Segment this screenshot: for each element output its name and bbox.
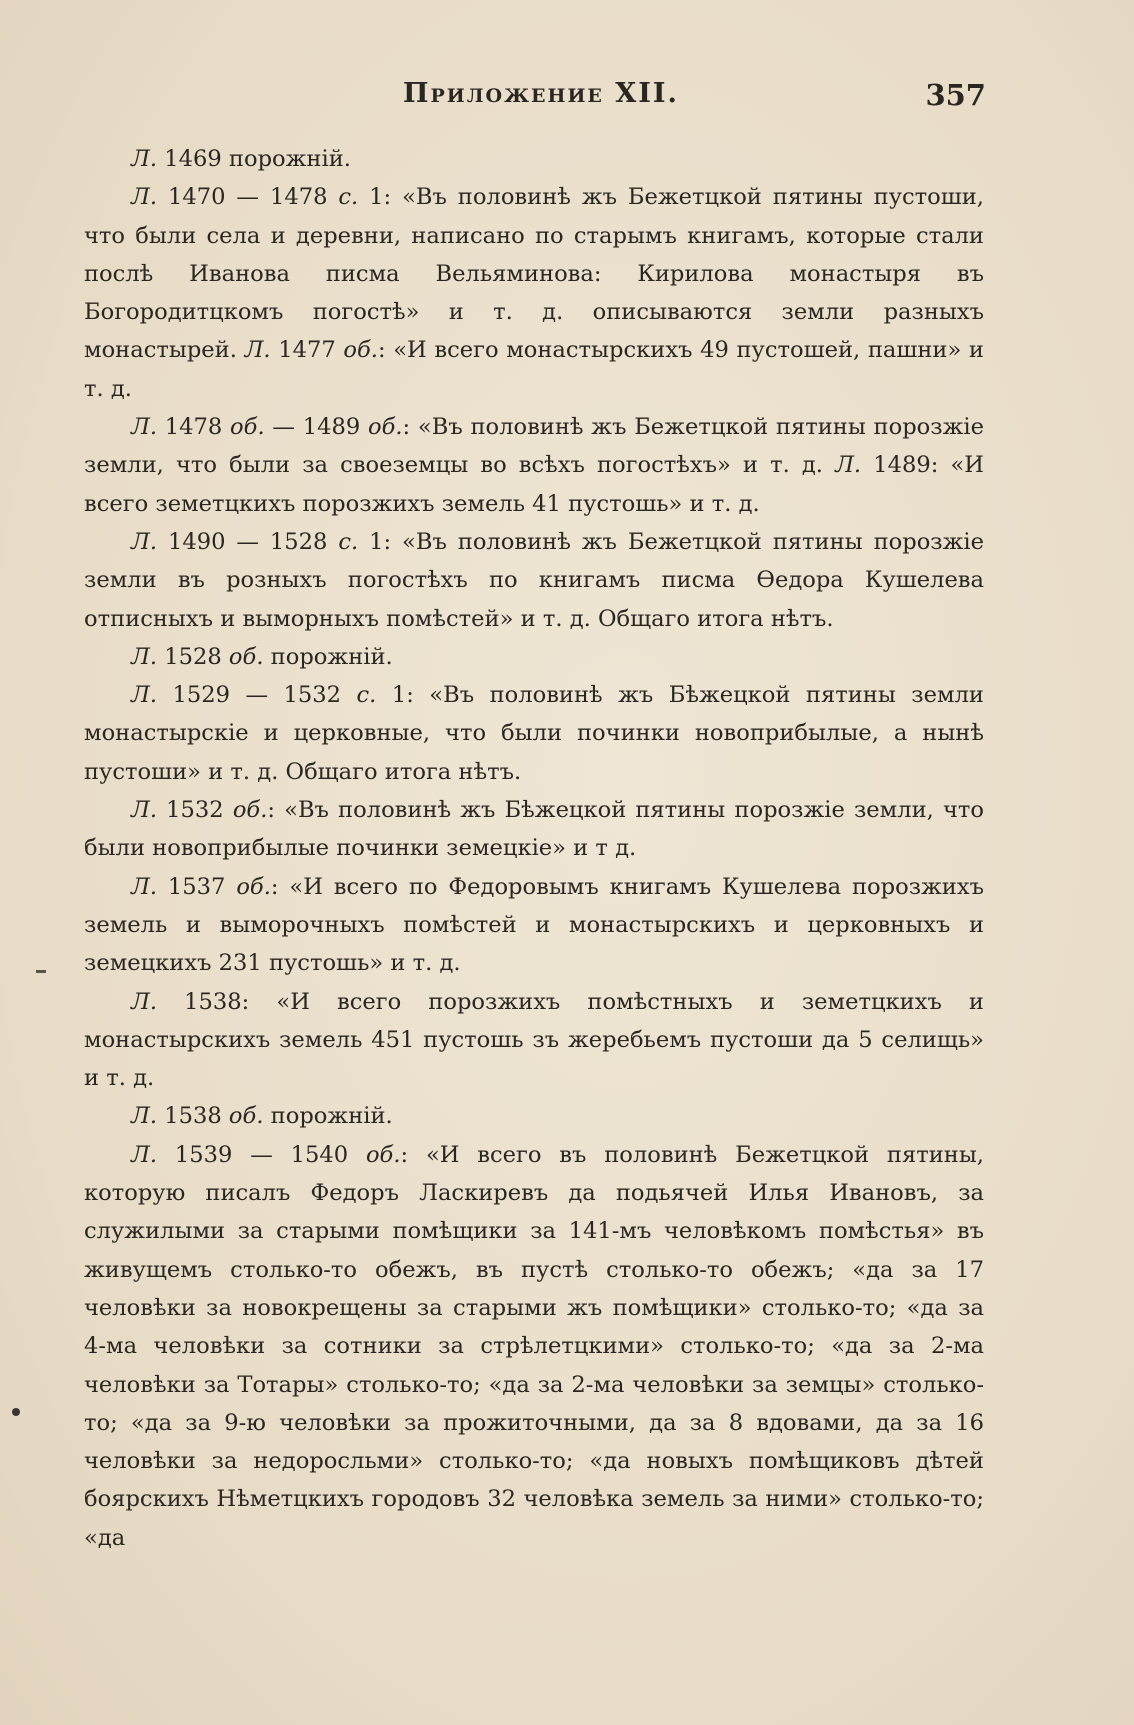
text-run: 1470 — 1478 — [157, 184, 339, 211]
paragraph — [84, 676, 984, 791]
text-run: 1538 — [157, 1103, 229, 1130]
text-run: 1529 — 1532 — [157, 682, 357, 709]
paragraph — [84, 408, 984, 523]
text-run: 1528 — [157, 643, 229, 670]
paragraph — [84, 983, 984, 1098]
section-title: Приложение XII. — [403, 78, 679, 109]
text-run: 1490 — 1528 — [157, 528, 339, 555]
italic-text: об. — [228, 1103, 264, 1130]
text-run: 1539 — 1540 — [157, 1141, 366, 1168]
text-run: 1537 — [157, 873, 237, 900]
text-run: 1: «Въ половинѣ жъ Бежетцкой пятины пустоши, что были села и деревни, написано по старымъ книгамъ, которые стали послѣ Иванова писма Вельяминова: Кирилова монастыря въ Богородитцкомъ погостѣ» и т. д. описываются земли разныхъ монастырей. — [84, 184, 984, 364]
text-run: 1489: «И всего земетцкихъ порозжихъ земель 41 пустошь» и т. д. — [84, 452, 984, 517]
italic-text: Л. — [244, 337, 271, 364]
paragraph — [84, 868, 984, 983]
italic-text: Л. — [835, 452, 862, 479]
italic-text: Л. — [131, 184, 158, 211]
text-run: 1: «Въ половинѣ жъ Бежетцкой пятины порозжіе земли въ розныхъ погостѣхъ по книгамъ писма Ѳедора Кушелева отписныхъ и выморныхъ помѣстей» и т. д. Общаго итога нѣтъ. — [84, 528, 984, 632]
italic-text: с. — [338, 528, 359, 555]
italic-text: об. — [230, 414, 265, 441]
ink-dot-mark — [12, 1408, 20, 1416]
paragraph — [84, 791, 984, 868]
italic-text: Л. — [131, 528, 158, 555]
paragraph — [84, 1097, 984, 1135]
page-number: 357 — [925, 78, 986, 112]
text-run: : «Въ половинѣ жъ Бежетцкой пятины порозжіе земли, что были за своеземцы во всѣхъ погостѣхъ» и т. д. — [84, 414, 984, 479]
italic-text: Л. — [131, 1141, 158, 1168]
running-head — [0, 78, 1134, 118]
paragraph — [84, 1136, 984, 1557]
paragraph — [84, 638, 984, 676]
italic-text: об. — [228, 643, 264, 670]
text-run: 1478 — [157, 414, 231, 441]
page-body — [84, 140, 984, 1557]
italic-text: с. — [338, 184, 359, 211]
italic-text: Л. — [131, 643, 158, 670]
text-run: : «И всего по Федоровымъ книгамъ Кушелева порозжихъ земель и выморочныхъ помѣстей и монастырскихъ и церковныхъ и земецкихъ 231 пустошь» и т. д. — [84, 873, 984, 977]
italic-text: об. — [343, 337, 378, 364]
italic-text: об. — [236, 873, 271, 900]
text-run: 1538: «И всего порозжихъ помѣстныхъ и земетцкихъ и монастырскихъ земель 451 пустошь зъ жеребьемъ пустоши да 5 селищь» и т. д. — [84, 988, 984, 1092]
italic-text: об. — [365, 1141, 401, 1168]
italic-text: Л. — [131, 988, 158, 1015]
paragraph — [84, 178, 984, 408]
ink-dash-mark — [36, 970, 46, 973]
text-run: : «И всего въ половинѣ Бежетцкой пятины, которую писалъ Федоръ Ласкиревъ да подьячей Илья Ивановъ, за служилыми за старыми помѣщики за 141-мъ человѣкомъ помѣстья» въ живущемъ столько-то обежъ, въ пустѣ столько-то обежъ; «да за 17 человѣки за новокрещены за старыми жъ помѣщики» столько-то; «да за 4-ма человѣки за сотники за стрѣлетцкими» столько-то; «да за 2-ма человѣки за Тотары» столько-то; «да за 2-ма человѣки за земцы» столько-то; «да за 9-ю человѣки за прожиточными, да за 8 вдовами, да за 16 человѣки за недоросльми» столько-то; «да новыхъ помѣщиковъ дѣтей боярскихъ Нѣметцкихъ городовъ 32 человѣка земель за ними» столько-то; «да — [84, 1141, 984, 1551]
paragraph — [84, 523, 984, 638]
text-run: : «Въ половинѣ жъ Бѣжецкой пятины порозжіе земли, что были новоприбылые починки земецкіе» и т д. — [84, 797, 984, 862]
italic-text: об. — [367, 414, 403, 441]
text-run: 1469 порожній. — [157, 146, 351, 172]
text-run: порожній. — [263, 1103, 393, 1130]
italic-text: Л. — [131, 1103, 158, 1130]
text-run: порожній. — [263, 643, 393, 670]
text-run: 1: «Въ половинѣ жъ Бѣжецкой пятины земли монастырскіе и церковные, что были починки новоприбылые, а нынѣ пустоши» и т. д. Общаго итога нѣтъ. — [84, 682, 984, 785]
italic-text: с. — [356, 682, 377, 709]
text-run: 1477 — [270, 337, 344, 364]
paragraph — [84, 140, 984, 178]
italic-text: Л. — [131, 414, 158, 441]
italic-text: Л. — [131, 682, 158, 709]
italic-text: Л. — [131, 146, 158, 172]
italic-text: об. — [232, 797, 268, 824]
italic-text: Л. — [131, 873, 158, 900]
italic-text: Л. — [131, 797, 158, 824]
text-run: — 1489 — [264, 414, 368, 441]
text-run: 1532 — [157, 797, 233, 824]
text-run: : «И всего монастырскихъ 49 пустошей, пашни» и т. д. — [84, 337, 984, 402]
